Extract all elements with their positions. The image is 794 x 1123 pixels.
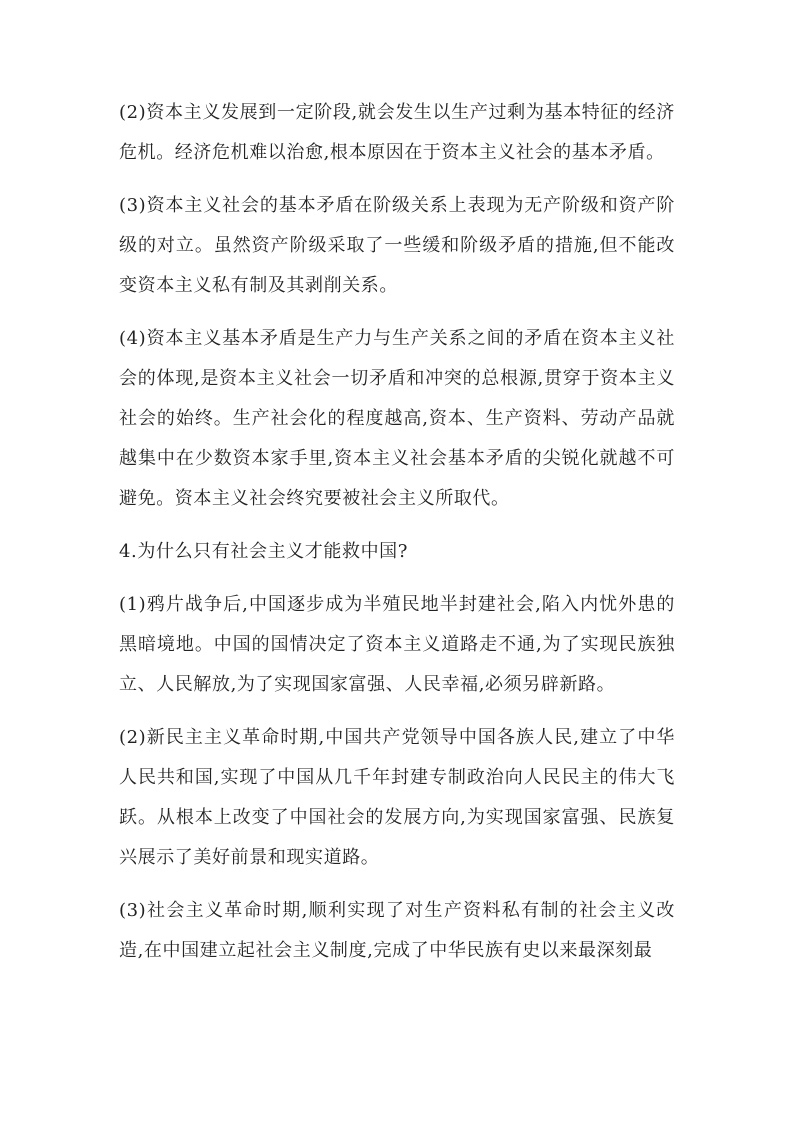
answer-2: (2)新民主主义革命时期,中国共产党领导中国各族人民,建立了中华人民共和国,实现了中国从几千年封建专制政治向人民民主的伟大飞跃。从根本上改变了中国社会的发展方向,为实现国家富强、民族复兴展示了美好前景和现实道路。 (119, 727, 675, 868)
paragraph-4: (4)资本主义基本矛盾是生产力与生产关系之间的矛盾在资本主义社会的体现,是资本主义社会一切矛盾和冲突的总根源,贯穿于资本主义社会的始终。生产社会化的程度越高,资本、生产资料、劳动产品就越集中在少数资本家手里,资本主义社会基本矛盾的尖锐化就越不可避免。资本主义社会终究要被社会主义所取代。 (119, 328, 675, 509)
answer-1: (1)鸦片战争后,中国逐步成为半殖民地半封建社会,陷入内忧外患的黑暗境地。中国的国情决定了资本主义道路走不通,为了实现民族独立、人民解放,为了实现国家富强、人民幸福,必须另辟新路。 (119, 594, 675, 695)
question-heading: 4.为什么只有社会主义才能救中国? (119, 541, 409, 562)
paragraph-3: (3)资本主义社会的基本矛盾在阶级关系上表现为无产阶级和资产阶级的对立。虽然资产阶级采取了一些缓和阶级矛盾的措施,但不能改变资本主义私有制及其剥削关系。 (119, 195, 675, 296)
answer-3: (3)社会主义革命时期,顺利实现了对生产资料私有制的社会主义改造,在中国建立起社会主义制度,完成了中华民族有史以来最深刻最 (119, 900, 675, 961)
paragraph-2: (2)资本主义发展到一定阶段,就会发生以生产过剩为基本特征的经济危机。经济危机难以治愈,根本原因在于资本主义社会的基本矛盾。 (119, 102, 675, 163)
document-page (119, 93, 675, 984)
